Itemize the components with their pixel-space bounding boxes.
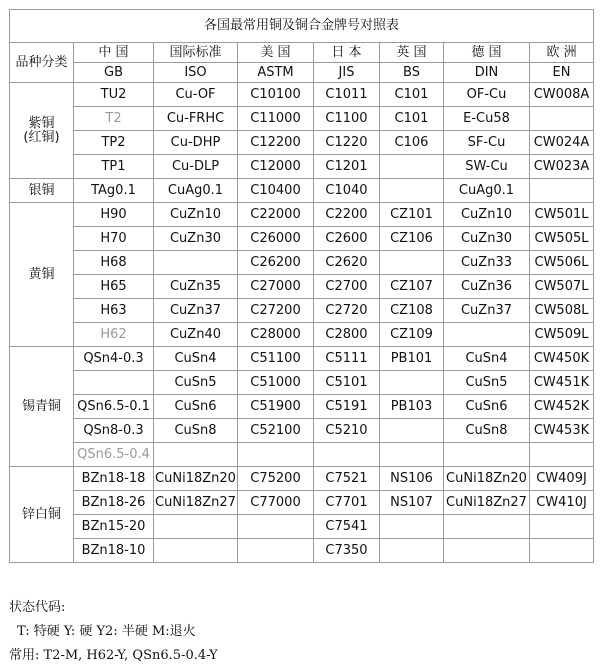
grade-cell: CZ106 <box>380 227 444 251</box>
grade-cell: CuSn6 <box>444 395 530 419</box>
grade-cell: CuAg0.1 <box>154 179 238 203</box>
grade-cell: C1011 <box>314 83 380 107</box>
grade-cell: C51100 <box>238 347 314 371</box>
grade-cell <box>314 443 380 467</box>
grade-cell: BZn15-20 <box>74 515 154 539</box>
grade-cell: PB103 <box>380 395 444 419</box>
grade-cell: C27000 <box>238 275 314 299</box>
grade-cell: C77000 <box>238 491 314 515</box>
grade-cell: CuNi18Zn27 <box>154 491 238 515</box>
grade-cell: Cu-DHP <box>154 131 238 155</box>
grade-cell <box>154 251 238 275</box>
grade-cell: C12000 <box>238 155 314 179</box>
table-row <box>10 275 594 299</box>
grade-cell: CuZn10 <box>154 203 238 227</box>
grade-cell: C2620 <box>314 251 380 275</box>
grade-cell: CuZn10 <box>444 203 530 227</box>
category-cell: 紫铜 (红铜) <box>10 83 74 179</box>
grade-cell: CuNi18Zn20 <box>444 467 530 491</box>
status-code-notes <box>9 596 593 668</box>
grade-cell: CuSn8 <box>444 419 530 443</box>
grade-cell: C101 <box>380 83 444 107</box>
category-cell: 锡青铜 <box>10 347 74 467</box>
table-row <box>10 395 594 419</box>
grade-cell: C2720 <box>314 299 380 323</box>
grade-cell: Cu-DLP <box>154 155 238 179</box>
grade-cell: SF-Cu <box>444 131 530 155</box>
table-row <box>10 323 594 347</box>
grade-cell <box>530 443 594 467</box>
grade-cell <box>444 443 530 467</box>
grade-cell: H62 <box>74 323 154 347</box>
table-row <box>10 227 594 251</box>
grade-cell: CZ107 <box>380 275 444 299</box>
grade-cell: C2700 <box>314 275 380 299</box>
grade-cell: CuZn40 <box>154 323 238 347</box>
grade-cell: C51900 <box>238 395 314 419</box>
grade-cell <box>530 107 594 131</box>
grade-cell: CW023A <box>530 155 594 179</box>
grade-cell <box>238 515 314 539</box>
country-header-usa: 美 国 <box>238 43 314 63</box>
grade-cell: C2200 <box>314 203 380 227</box>
grade-cell: C1201 <box>314 155 380 179</box>
grade-cell: C7701 <box>314 491 380 515</box>
copper-grade-table <box>9 9 594 563</box>
grade-cell: QSn6.5-0.1 <box>74 395 154 419</box>
grade-cell <box>530 539 594 563</box>
country-header-japan: 日 本 <box>314 43 380 63</box>
grade-cell: Cu-FRHC <box>154 107 238 131</box>
grade-cell: T2 <box>74 107 154 131</box>
grade-cell: CZ101 <box>380 203 444 227</box>
standard-header-astm: ASTM <box>238 63 314 83</box>
country-header-china: 中 国 <box>74 43 154 63</box>
grade-cell: CuSn6 <box>154 395 238 419</box>
grade-cell: QSn6.5-0.4 <box>74 443 154 467</box>
grade-cell: H63 <box>74 299 154 323</box>
grade-cell: OF-Cu <box>444 83 530 107</box>
grade-cell: CuZn36 <box>444 275 530 299</box>
grade-cell <box>444 323 530 347</box>
notes-usage: 常用: T2-M, H62-Y, QSn6.5-0.4-Y <box>9 648 218 663</box>
grade-cell <box>380 179 444 203</box>
grade-cell: E-Cu58 <box>444 107 530 131</box>
grade-cell: CW508L <box>530 299 594 323</box>
grade-cell: C1220 <box>314 131 380 155</box>
grade-cell: C5111 <box>314 347 380 371</box>
grade-cell: Cu-OF <box>154 83 238 107</box>
grade-cell: CuSn4 <box>444 347 530 371</box>
table-row <box>10 491 594 515</box>
table-row <box>10 155 594 179</box>
grade-cell: CW509L <box>530 323 594 347</box>
grade-cell <box>380 539 444 563</box>
grade-cell <box>238 539 314 563</box>
standard-header-bs: BS <box>380 63 444 83</box>
grade-cell: CuZn37 <box>444 299 530 323</box>
grade-cell: C52100 <box>238 419 314 443</box>
country-header-germany: 德 国 <box>444 43 530 63</box>
grade-cell <box>154 515 238 539</box>
grade-cell: CuNi18Zn20 <box>154 467 238 491</box>
grade-cell: PB101 <box>380 347 444 371</box>
category-cell: 银铜 <box>10 179 74 203</box>
grade-cell: C10100 <box>238 83 314 107</box>
grade-cell: CW409J <box>530 467 594 491</box>
grade-cell: C106 <box>380 131 444 155</box>
grade-cell: CW507L <box>530 275 594 299</box>
grade-cell <box>74 371 154 395</box>
grade-cell: C5210 <box>314 419 380 443</box>
grade-cell: C5101 <box>314 371 380 395</box>
grade-cell <box>380 419 444 443</box>
standard-header-en: EN <box>530 63 594 83</box>
table-row <box>10 467 594 491</box>
grade-cell <box>380 515 444 539</box>
grade-cell: H90 <box>74 203 154 227</box>
grade-cell: CuZn37 <box>154 299 238 323</box>
grade-cell: C1040 <box>314 179 380 203</box>
grade-cell: NS107 <box>380 491 444 515</box>
grade-cell: C2800 <box>314 323 380 347</box>
grade-cell: C11000 <box>238 107 314 131</box>
grade-cell: CW452K <box>530 395 594 419</box>
grade-cell: CuNi18Zn27 <box>444 491 530 515</box>
country-header-intl: 国际标准 <box>154 43 238 63</box>
grade-cell: C1100 <box>314 107 380 131</box>
grade-cell: C22000 <box>238 203 314 227</box>
grade-cell: TU2 <box>74 83 154 107</box>
grade-cell: CuZn33 <box>444 251 530 275</box>
category-cell: 锌白铜 <box>10 467 74 563</box>
grade-cell: H65 <box>74 275 154 299</box>
table-row <box>10 347 594 371</box>
grade-cell: C101 <box>380 107 444 131</box>
grade-cell: CuSn4 <box>154 347 238 371</box>
grade-cell <box>444 515 530 539</box>
grade-cell: C7350 <box>314 539 380 563</box>
grade-cell: C7521 <box>314 467 380 491</box>
grade-cell: QSn4-0.3 <box>74 347 154 371</box>
grade-cell: CuSn5 <box>154 371 238 395</box>
grade-cell: CuZn30 <box>154 227 238 251</box>
grade-cell <box>238 443 314 467</box>
grade-cell: CW501L <box>530 203 594 227</box>
standard-header-gb: GB <box>74 63 154 83</box>
grade-cell: CuZn35 <box>154 275 238 299</box>
standard-header-iso: ISO <box>154 63 238 83</box>
country-header-uk: 英 国 <box>380 43 444 63</box>
grade-cell <box>380 155 444 179</box>
grade-cell <box>530 515 594 539</box>
standard-header-din: DIN <box>444 63 530 83</box>
grade-cell <box>380 371 444 395</box>
grade-cell: CW008A <box>530 83 594 107</box>
grade-cell: C51000 <box>238 371 314 395</box>
grade-cell <box>380 251 444 275</box>
grade-cell: CW024A <box>530 131 594 155</box>
grade-cell: C7541 <box>314 515 380 539</box>
grade-cell: C2600 <box>314 227 380 251</box>
grade-cell: C26000 <box>238 227 314 251</box>
category-cell: 黄铜 <box>10 203 74 347</box>
table-row <box>10 419 594 443</box>
grade-cell <box>380 443 444 467</box>
grade-cell: SW-Cu <box>444 155 530 179</box>
grade-cell: C10400 <box>238 179 314 203</box>
comparison-table-container <box>9 9 593 563</box>
table-row <box>10 443 594 467</box>
grade-cell: C75200 <box>238 467 314 491</box>
grade-cell: CW453K <box>530 419 594 443</box>
grade-cell: H70 <box>74 227 154 251</box>
grade-cell <box>530 179 594 203</box>
table-row <box>10 107 594 131</box>
grade-cell: CuZn30 <box>444 227 530 251</box>
table-row <box>10 299 594 323</box>
grade-cell: CZ109 <box>380 323 444 347</box>
table-row <box>10 515 594 539</box>
grade-cell: C27200 <box>238 299 314 323</box>
table-title: 各国最常用铜及铜合金牌号对照表 <box>10 10 594 43</box>
grade-cell: TAg0.1 <box>74 179 154 203</box>
grade-cell: TP2 <box>74 131 154 155</box>
grade-cell: CuAg0.1 <box>444 179 530 203</box>
table-row <box>10 539 594 563</box>
standard-header-jis: JIS <box>314 63 380 83</box>
table-row <box>10 203 594 227</box>
grade-cell: TP1 <box>74 155 154 179</box>
grade-cell: CW410J <box>530 491 594 515</box>
grade-cell: CW506L <box>530 251 594 275</box>
grade-cell: C26200 <box>238 251 314 275</box>
grade-cell: H68 <box>74 251 154 275</box>
grade-cell: NS106 <box>380 467 444 491</box>
country-header-europe: 欧 洲 <box>530 43 594 63</box>
table-row <box>10 83 594 107</box>
grade-cell: CW505L <box>530 227 594 251</box>
grade-cell: C12200 <box>238 131 314 155</box>
grade-cell: BZn18-26 <box>74 491 154 515</box>
table-row <box>10 371 594 395</box>
table-row <box>10 251 594 275</box>
grade-cell <box>444 539 530 563</box>
table-row <box>10 179 594 203</box>
grade-cell: C5191 <box>314 395 380 419</box>
table-row <box>10 131 594 155</box>
notes-codes: T: 特硬 Y: 硬 Y2: 半硬 M:退火 <box>17 624 196 639</box>
grade-cell: CW451K <box>530 371 594 395</box>
grade-cell: C28000 <box>238 323 314 347</box>
grade-cell: CZ108 <box>380 299 444 323</box>
category-header: 品种分类 <box>10 43 74 83</box>
grade-cell: QSn8-0.3 <box>74 419 154 443</box>
grade-cell <box>154 443 238 467</box>
grade-cell: BZn18-18 <box>74 467 154 491</box>
grade-cell: CuSn8 <box>154 419 238 443</box>
grade-cell <box>154 539 238 563</box>
notes-heading: 状态代码: <box>9 600 66 615</box>
grade-cell: CW450K <box>530 347 594 371</box>
grade-cell: BZn18-10 <box>74 539 154 563</box>
grade-cell: CuSn5 <box>444 371 530 395</box>
